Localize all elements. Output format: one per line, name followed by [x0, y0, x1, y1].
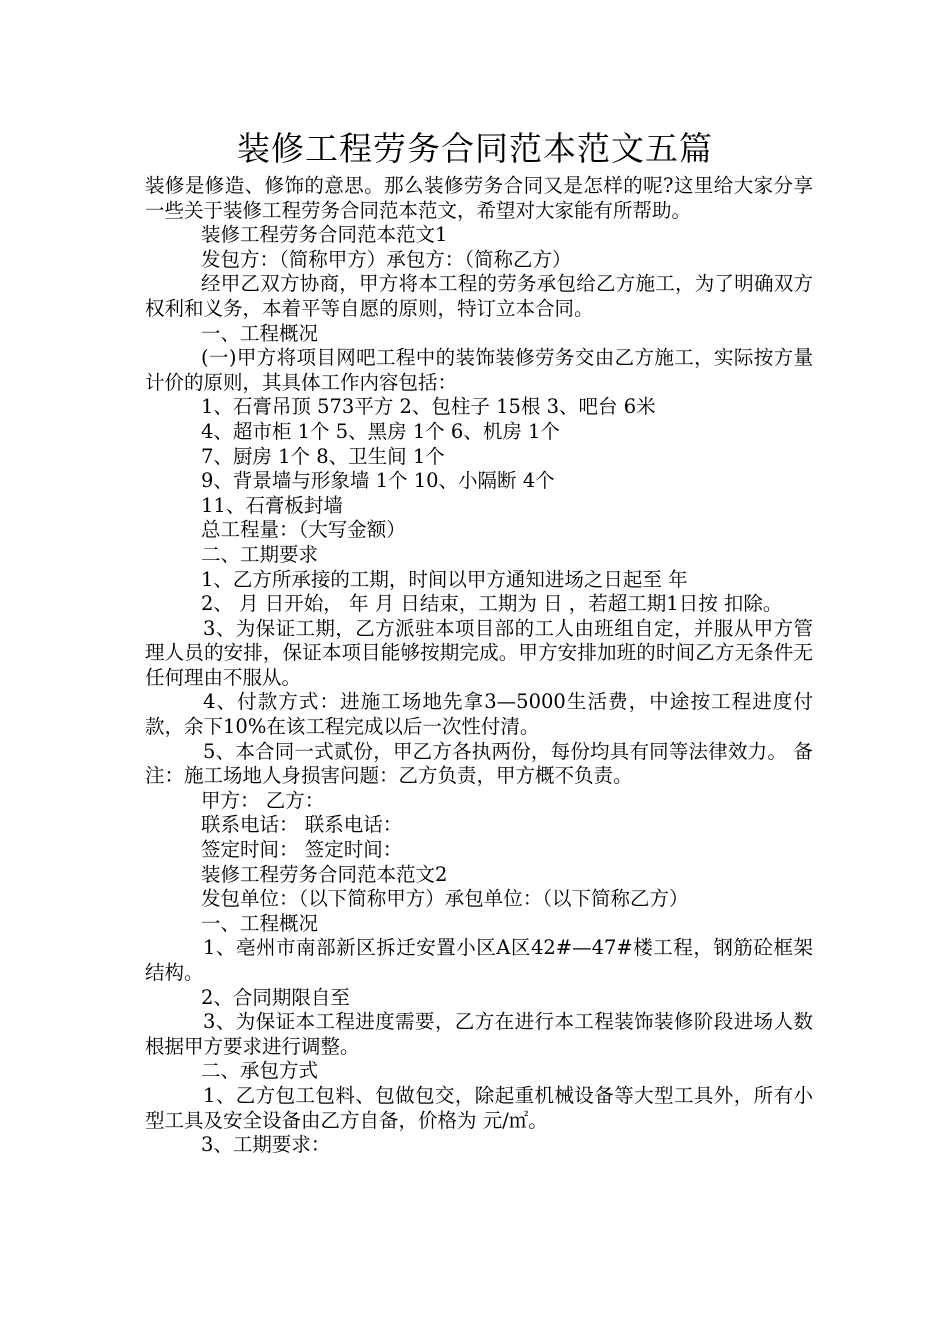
paragraph: 3、工期要求：	[201, 1133, 331, 1157]
paragraph: 1、亳州市南部新区拆迁安置小区A区42#—47#楼工程，钢筋砼框架结构。	[145, 936, 813, 984]
paragraph: 2、 月 日开始， 年 月 日结束，工期为 日 ，若超工期1日按 扣除。	[201, 592, 783, 616]
document-body	[145, 174, 813, 1158]
paragraph: 3、为保证本工程进度需要，乙方在进行本工程装饰装修阶段进场人数根据甲方要求进行调整。	[145, 1010, 813, 1058]
document-title: 装修工程劳务合同范本范文五篇	[237, 129, 713, 168]
paragraph: 装修工程劳务合同范本范文1	[201, 223, 448, 247]
paragraph: 11、石膏板封墙	[201, 493, 343, 517]
paragraph: 9、背景墙与形象墙 1个 10、小隔断 4个	[201, 469, 555, 493]
paragraph: 二、承包方式	[201, 1059, 319, 1083]
paragraph: 7、厨房 1个 8、卫生间 1个	[201, 444, 445, 468]
paragraph: 经甲乙双方协商，甲方将本工程的劳务承包给乙方施工，为了明确双方权利和义务，本着平等自愿的原则，特订立本合同。	[145, 272, 813, 320]
paragraph: 装修是修造、修饰的意思。那么装修劳务合同又是怎样的呢?这里给大家分享一些关于装修工程劳务合同范本范文，希望对大家能有所帮助。	[145, 174, 813, 222]
paragraph: 发包方：（简称甲方）承包方：（简称乙方）	[201, 247, 572, 271]
paragraph: 甲方： 乙方：	[201, 788, 325, 812]
paragraph: 联系电话： 联系电话：	[201, 813, 403, 837]
paragraph: 签定时间： 签定时间：	[201, 838, 403, 862]
paragraph: 装修工程劳务合同范本范文2	[201, 862, 448, 886]
paragraph: 2、合同期限自至	[201, 985, 350, 1009]
paragraph: 4、超市柜 1个 5、黑房 1个 6、机房 1个	[201, 419, 560, 443]
paragraph: (一)甲方将项目网吧工程中的装饰装修劳务交由乙方施工，实际按方量计价的原则，其具体工作内容包括：	[145, 346, 813, 394]
paragraph: 一、工程概况	[201, 321, 319, 345]
paragraph: 4、付款方式：进施工场地先拿3—5000生活费，中途按工程进度付款，余下10%在该工程完成以后一次性付清。	[145, 690, 813, 739]
paragraph: 1、乙方所承接的工期，时间以甲方通知进场之日起至 年	[201, 567, 688, 591]
paragraph: 总工程量：（大写金额）	[201, 518, 406, 542]
paragraph: 一、工程概况	[201, 911, 319, 935]
paragraph: 二、工期要求	[201, 542, 319, 566]
paragraph: 发包单位：（以下简称甲方）承包单位：（以下简称乙方）	[201, 887, 689, 911]
paragraph: 5、本合同一式贰份，甲乙方各执两份，每份均具有同等法律效力。 备注：施工场地人身损害问题：乙方负责，甲方概不负责。	[145, 739, 813, 788]
paragraph: 1、乙方包工包料、包做包交，除起重机械设备等大型工具外，所有小型工具及安全设备由乙方自备，价格为 元/㎡。	[145, 1083, 813, 1132]
paragraph: 1、石膏吊顶 573平方 2、包柱子 15根 3、吧台 6米	[201, 395, 656, 419]
paragraph: 3、为保证工期，乙方派驻本项目部的工人由班组自定，并服从甲方管理人员的安排，保证本项目能够按期完成。甲方安排加班的时间乙方无条件无任何理由不服从。	[145, 616, 813, 689]
